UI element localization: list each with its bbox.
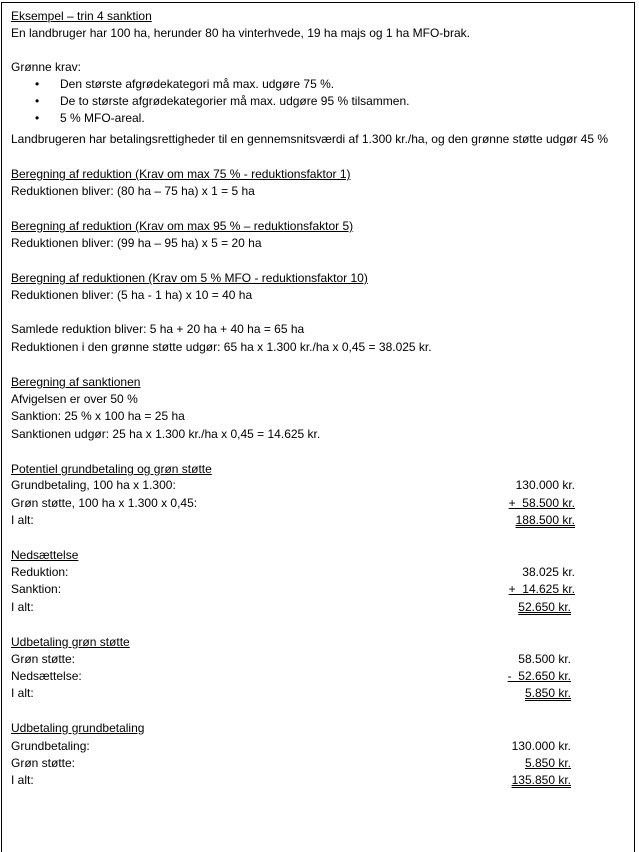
total-reduction-line: Samlede reduktion bliver: 5 ha + 20 ha + 40 ha = 65 ha: [11, 322, 305, 336]
row-amount: + 58.500 kr.: [508, 496, 575, 510]
row-amount: 130.000 kr.: [511, 739, 571, 753]
row-label: I alt:: [11, 686, 34, 700]
row-label: I alt:: [11, 773, 34, 787]
document-title: Eksempel – trin 4 sanktion: [11, 9, 152, 23]
row-label: Grøn støtte, 100 ha x 1.300 x 0,45:: [11, 496, 198, 510]
entitlement-text: Landbrugeren har betalingsrettigheder til en gennemsnitsværdi af 1.300 kr./ha, og den grønne støtte udgør 45 %: [11, 132, 609, 146]
row-total: 52.650 kr.: [518, 600, 571, 614]
bullet-icon: •: [35, 77, 40, 91]
row-label: Grøn støtte:: [11, 652, 76, 666]
reduction1-heading: Beregning af reduktion (Krav om max 75 % - reduktionsfaktor 1): [11, 167, 351, 181]
basic-payout-heading: Udbetaling grundbetaling: [11, 721, 145, 735]
requirement-text: Den største afgrødekategori må max. udgøre 75 %.: [60, 77, 335, 91]
row-amount: - 52.650 kr.: [507, 669, 571, 683]
row-label: I alt:: [11, 600, 34, 614]
intro-text: En landbruger har 100 ha, herunder 80 ha vinterhvede, 19 ha majs og 1 ha MFO-brak.: [11, 26, 470, 40]
row-amount: 5.850 kr.: [524, 756, 571, 770]
sanction-heading: Beregning af sanktionen: [11, 375, 141, 389]
row-label: Grundbetaling, 100 ha x 1.300:: [11, 478, 176, 492]
reduction2-text: Reduktionen bliver: (99 ha – 95 ha) x 5 = 20 ha: [11, 236, 262, 250]
row-amount: + 14.625 kr.: [508, 582, 575, 596]
row-amount: 130.000 kr.: [515, 478, 575, 492]
sanction-line: Afvigelsen er over 50 %: [11, 392, 138, 406]
reduction1-text: Reduktionen bliver: (80 ha – 75 ha) x 1 = 5 ha: [11, 184, 255, 198]
deduction-heading: Nedsættelse: [11, 548, 79, 562]
row-total: 135.850 kr.: [511, 773, 571, 787]
reduction3-text: Reduktionen bliver: (5 ha - 1 ha) x 10 = 40 ha: [11, 288, 253, 302]
row-label: Grøn støtte:: [11, 756, 76, 770]
row-amount: 38.025 kr.: [522, 565, 575, 579]
row-total: 5.850 kr.: [524, 686, 571, 700]
bullet-icon: •: [35, 94, 40, 108]
reduction2-heading: Beregning af reduktion (Krav om max 95 % – reduktionsfaktor 5): [11, 219, 354, 233]
row-amount: 58.500 kr.: [518, 652, 571, 666]
sanction-line: Sanktion: 25 % x 100 ha = 25 ha: [11, 409, 185, 423]
row-label: Sanktion:: [11, 582, 62, 596]
row-label: Nedsættelse:: [11, 669, 82, 683]
row-label: Reduktion:: [11, 565, 69, 579]
potential-heading: Potentiel grundbetaling og grøn støtte: [11, 462, 212, 476]
requirement-text: De to største afgrødekategorier må max. udgøre 95 % tilsammen.: [60, 94, 410, 108]
reduction3-heading: Beregning af reduktionen (Krav om 5 % MFO - reduktionsfaktor 10): [11, 271, 368, 285]
row-total: 188.500 kr.: [515, 513, 575, 527]
sanction-line: Sanktionen udgør: 25 ha x 1.300 kr./ha x 0,45 = 14.625 kr.: [11, 427, 321, 441]
bullet-icon: •: [35, 111, 40, 125]
green-reduction-line: Reduktionen i den grønne støtte udgør: 65 ha x 1.300 kr./ha x 0,45 = 38.025 kr.: [11, 340, 432, 354]
requirements-label: Grønne krav:: [11, 60, 82, 74]
row-label: I alt:: [11, 513, 34, 527]
requirement-text: 5 % MFO-areal.: [60, 111, 145, 125]
green-payout-heading: Udbetaling grøn støtte: [11, 635, 130, 649]
row-label: Grundbetaling:: [11, 739, 90, 753]
